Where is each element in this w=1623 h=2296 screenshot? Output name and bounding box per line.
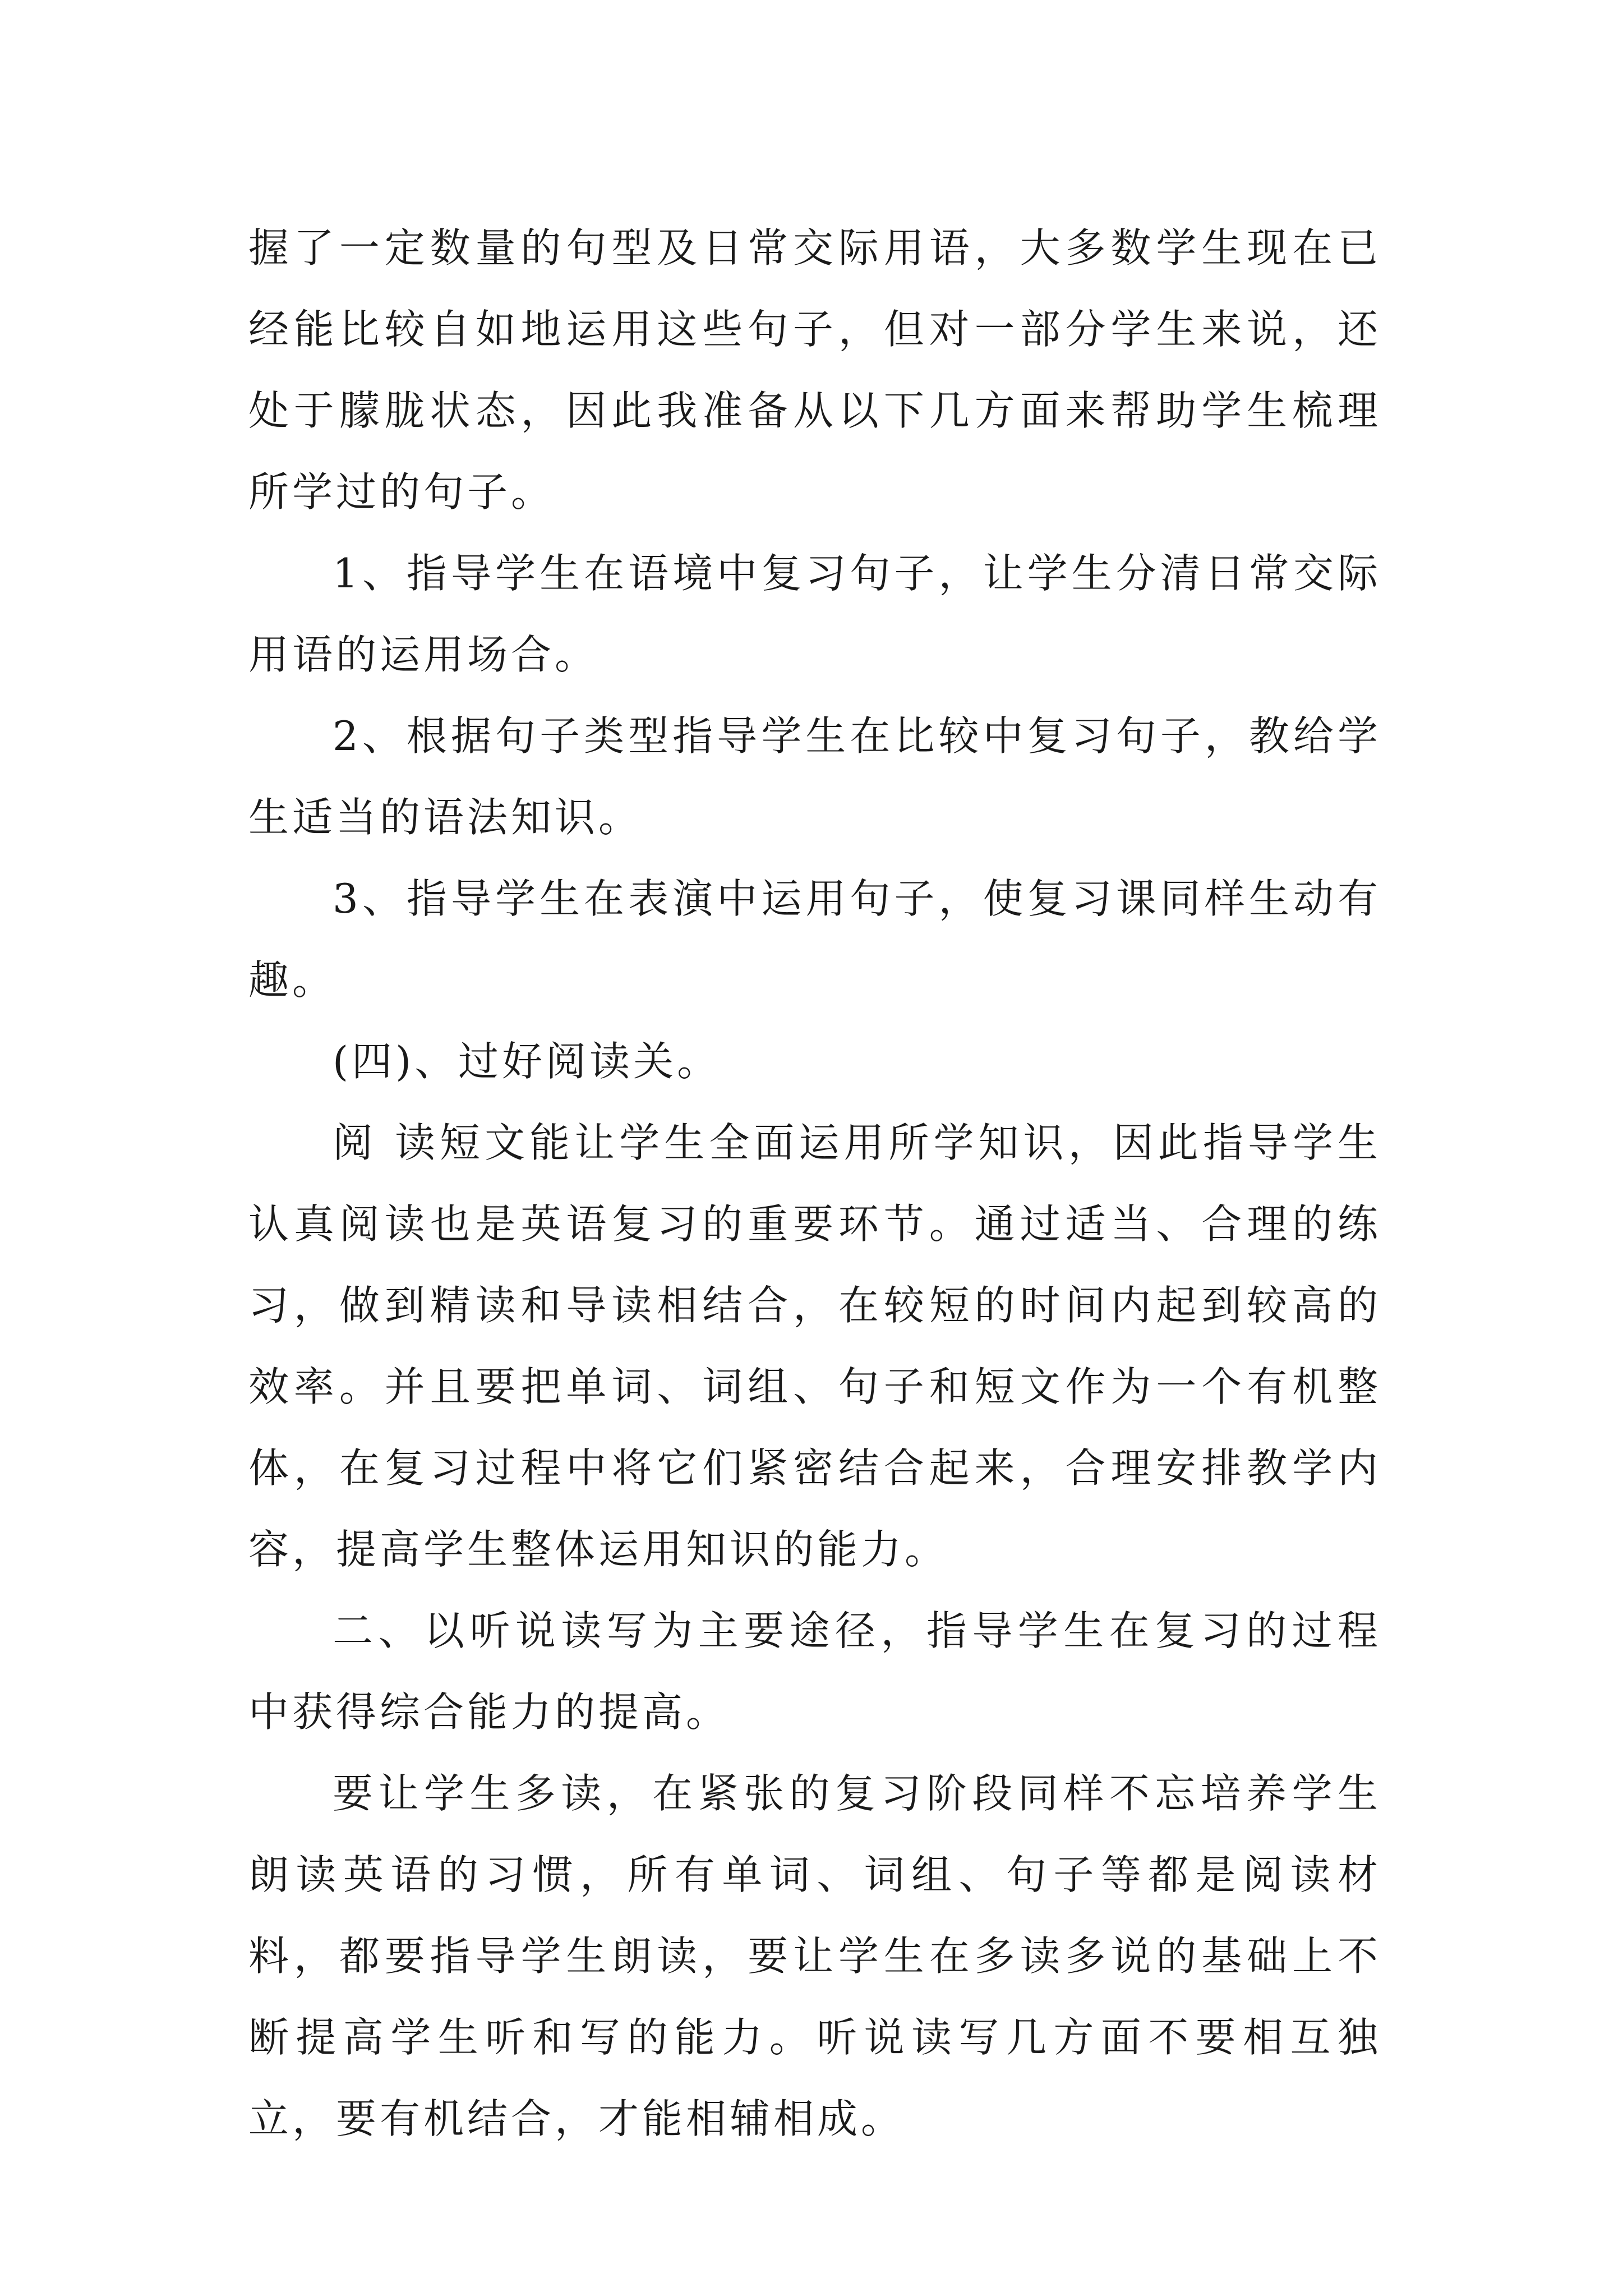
- paragraph-reading-aloud: 要让学生多读，在紧张的复习阶段同样不忘培养学生朗读英语的习惯，所有单词、词组、句子等都是阅读材料，都要指导学生朗读，要让学生在多读多说的基础上不断提高学生听和写的能力。听说读写几方面不要相互独立，要有机结合，才能相辅相成。: [248, 1770, 1381, 2142]
- paragraph-continuation: 握了一定数量的句型及日常交际用语，大多数学生现在已经能比较自如地运用这些句子，但对一部分学生来说，还处于朦胧状态，因此我准备从以下几方面来帮助学生梳理所学过的句子。: [248, 224, 1381, 516]
- paragraph-item-2: 2、根据句子类型指导学生在比较中复习句子，教给学生适当的语法知识。: [248, 712, 1381, 841]
- document-body: [248, 208, 1381, 2160]
- section-heading-two: 二、以听说读写为主要途径，指导学生在复习的过程中获得综合能力的提高。: [248, 1607, 1381, 1736]
- paragraph-reading: 阅 读短文能让学生全面运用所学知识，因此指导学生认真阅读也是英语复习的重要环节。通过适当、合理的练习，做到精读和导读相结合，在较短的时间内起到较高的 效率。并且要把单词、词组、句子和短文作为一个有机整体，在复习过程中将它们紧密结合起来，合理安排教学内容，提高学生整体运用知识的能力。: [248, 1119, 1381, 1573]
- section-heading-reading: (四)、过好阅读关。: [333, 1038, 721, 1085]
- paragraph-item-1: 1、指导学生在语境中复习句子，让学生分清日常交际用语的运用场合。: [248, 550, 1381, 678]
- paragraph-item-3: 3、指导学生在表演中运用句子，使复习课同样生动有趣。: [248, 875, 1381, 1004]
